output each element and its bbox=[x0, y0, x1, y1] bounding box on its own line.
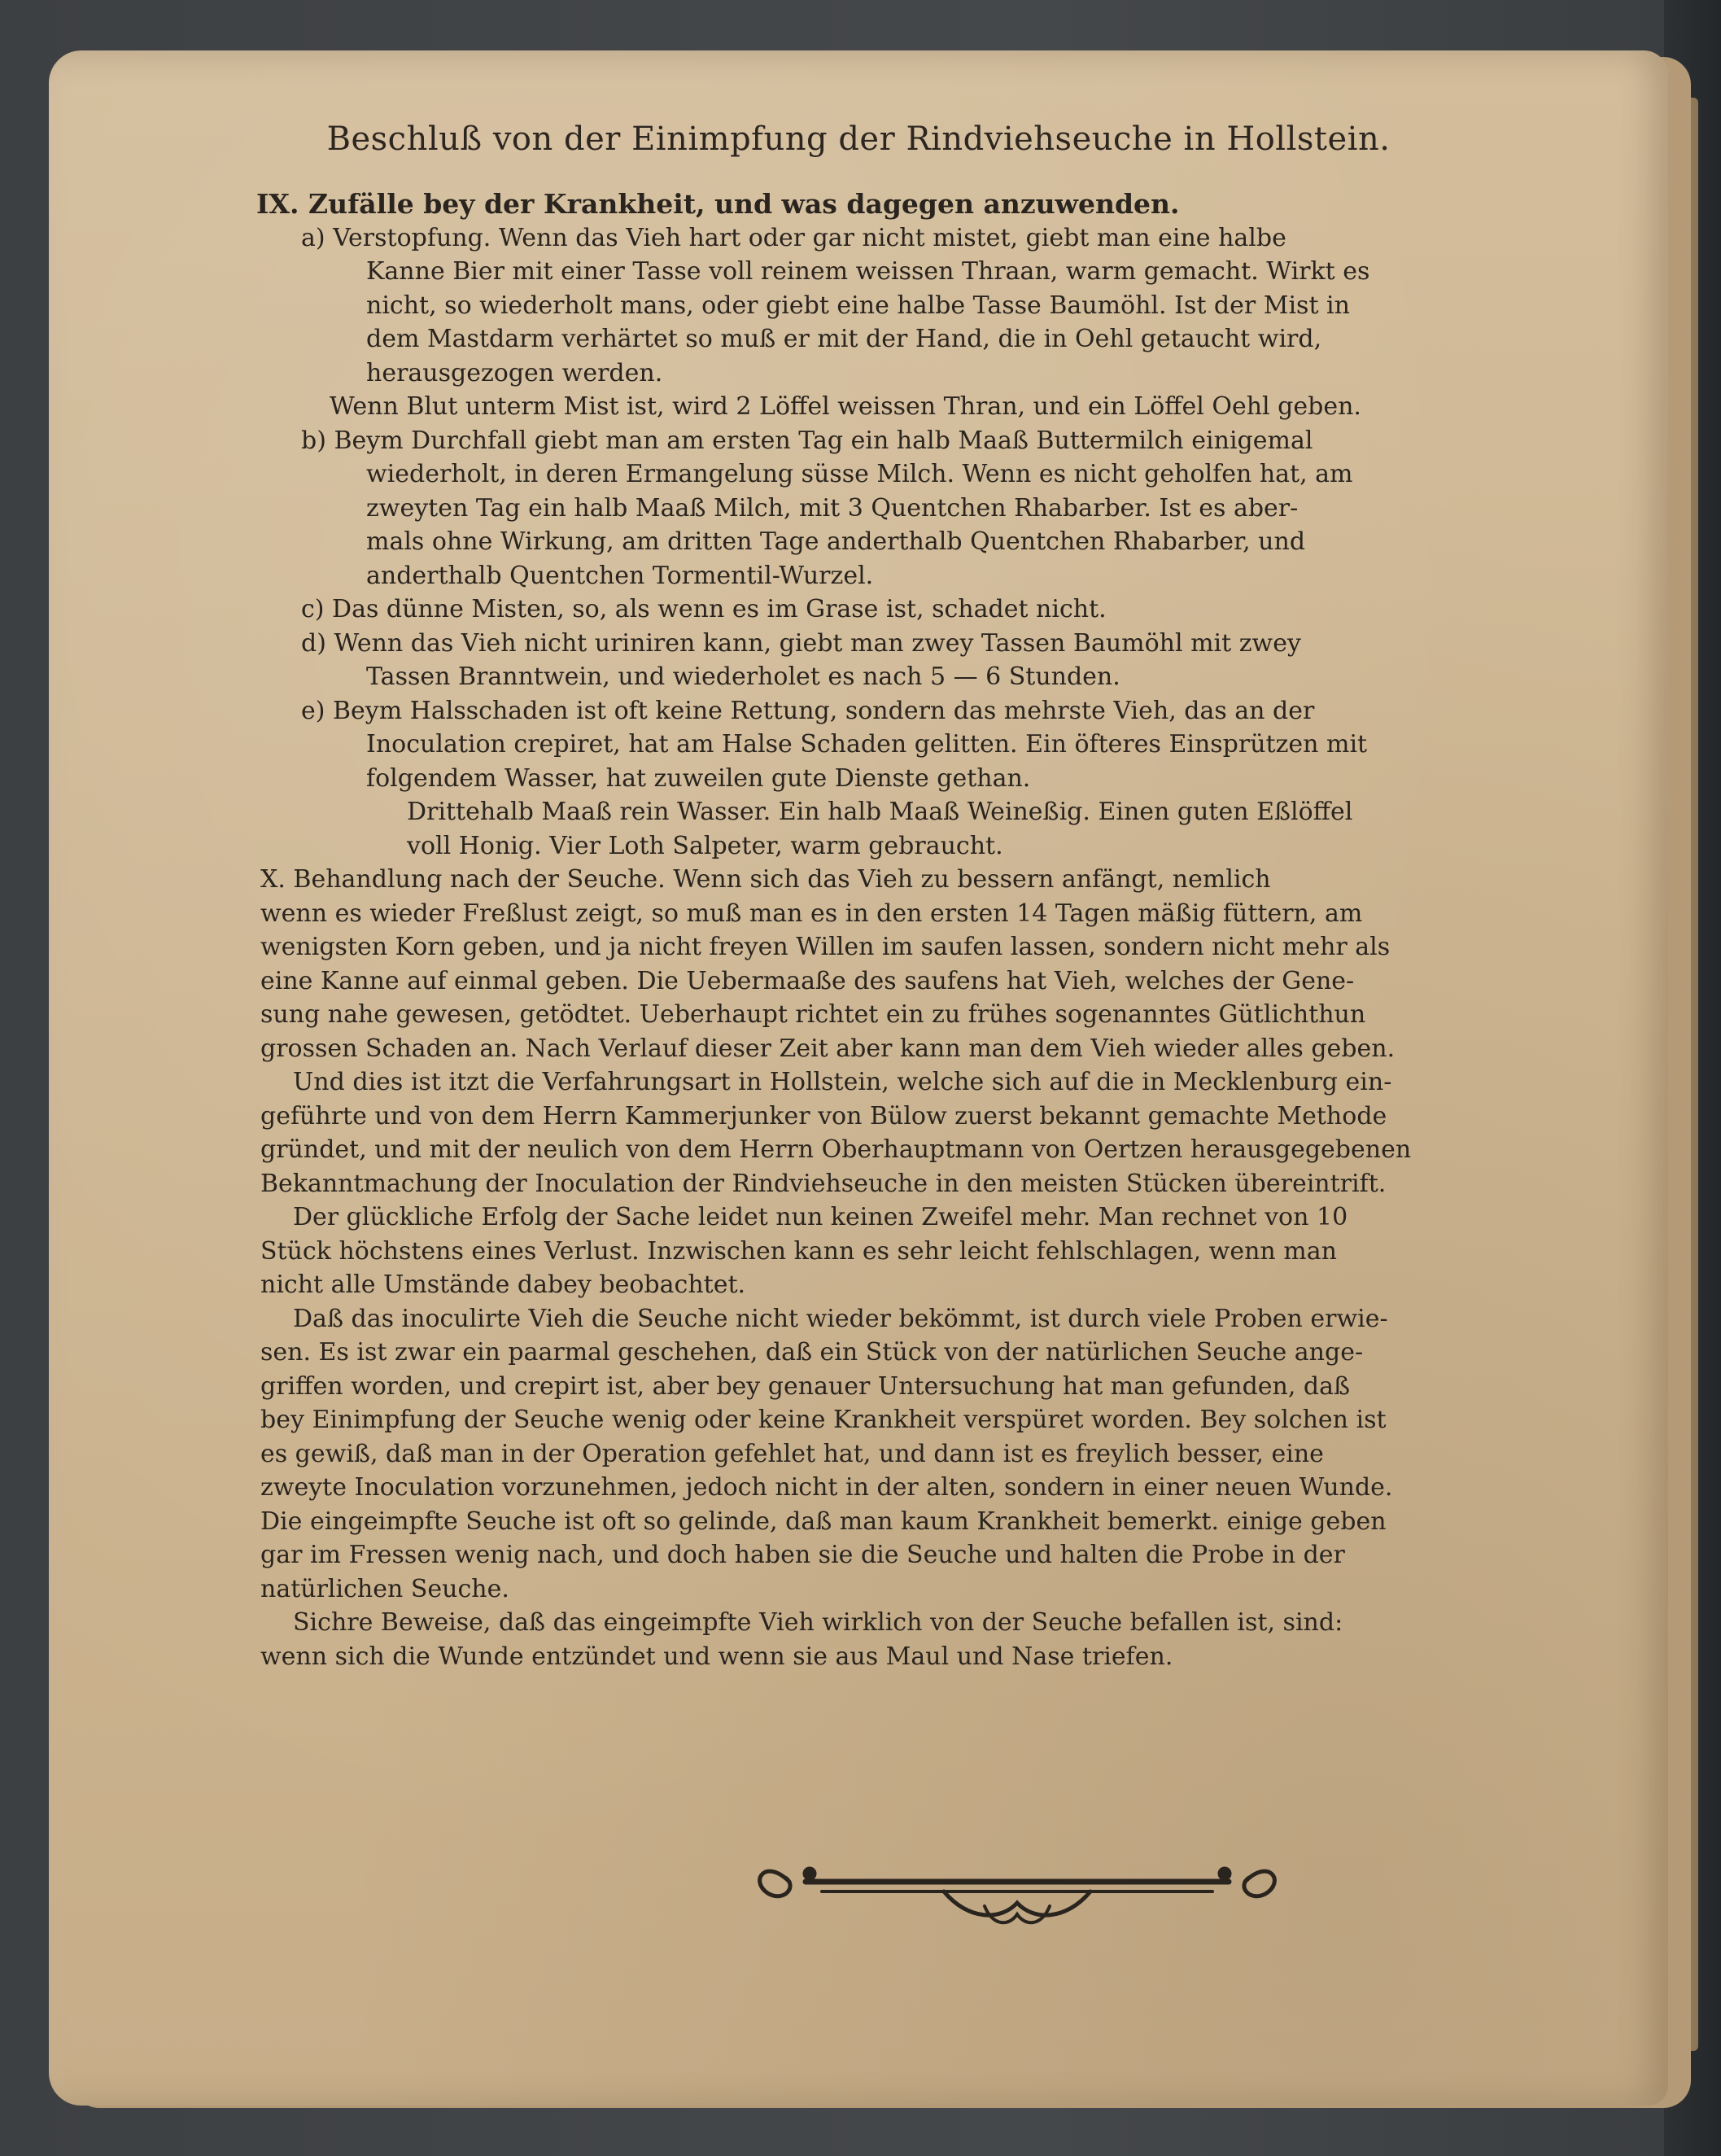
text-line: sung nahe gewesen, getödtet. Ueberhaupt richtet ein zu frühes sogenanntes Gütlichthun bbox=[260, 1000, 1366, 1029]
text-line: d) Wenn das Vieh nicht uriniren kann, giebt man zwey Tassen Baumöhl mit zwey bbox=[301, 628, 1301, 658]
running-head: Beschluß von der Einimpfung der Rindviehseuche in Hollstein. bbox=[326, 120, 1391, 158]
text-line: Tassen Branntwein, und wiederholet es nach 5 — 6 Stunden. bbox=[366, 663, 1120, 691]
text-line: wenn sich die Wunde entzündet und wenn sie aus Maul und Nase triefen. bbox=[260, 1642, 1173, 1671]
text-line: a) Verstopfung. Wenn das Vieh hart oder gar nicht mistet, giebt man eine halbe bbox=[301, 223, 1286, 252]
text-line: dem Mastdarm verhärtet so muß er mit der Hand, die in Oehl getaucht wird, bbox=[366, 325, 1322, 353]
section-heading-ix: IX. Zufälle bey der Krankheit, und was dagegen anzuwenden. bbox=[256, 188, 1180, 220]
text-line: Der glückliche Erfolg der Sache leidet nun keinen Zweifel mehr. Man rechnet von 10 bbox=[293, 1203, 1348, 1231]
text-line: herausgezogen werden. bbox=[366, 358, 663, 387]
text-line: Drittehalb Maaß rein Wasser. Ein halb Maaß Weineßig. Einen guten Eßlöffel bbox=[407, 798, 1353, 826]
text-line: zweyte Inoculation vorzunehmen, jedoch nicht in der alten, sondern in einer neuen Wunde. bbox=[260, 1473, 1393, 1502]
text-line: wiederholt, in deren Ermangelung süsse Milch. Wenn es nicht geholfen hat, am bbox=[366, 460, 1353, 488]
text-line: Die eingeimpfte Seuche ist oft so gelinde, daß man kaum Krankheit bemerkt. einige geben bbox=[260, 1507, 1387, 1536]
text-line: gründet, und mit der neulich von dem Herrn Oberhauptmann von Oertzen herausgegebenen bbox=[260, 1135, 1412, 1164]
text-line: wenn es wieder Freßlust zeigt, so muß man es in den ersten 14 Tagen mäßig füttern, am bbox=[260, 899, 1363, 928]
text-line: bey Einimpfung der Seuche wenig oder keine Krankheit verspüret worden. Bey solchen ist bbox=[260, 1406, 1387, 1434]
text-line: Inoculation crepiret, hat am Halse Schaden gelitten. Ein öfteres Einsprützen mit bbox=[366, 730, 1368, 759]
text-line: Kanne Bier mit einer Tasse voll reinem weissen Thraan, warm gemacht. Wirkt es bbox=[366, 257, 1370, 286]
section-heading-x: X. Behandlung nach der Seuche. Wenn sich das Vieh zu bessern anfängt, nemlich bbox=[260, 865, 1271, 894]
text-line: es gewiß, daß man in der Operation gefehlet hat, und dann ist es freylich besser, eine bbox=[260, 1439, 1324, 1468]
text-line: wenigsten Korn geben, und ja nicht freyen Willen im saufen lassen, sondern nicht mehr als bbox=[260, 933, 1391, 961]
text-line: e) Beym Halsschaden ist oft keine Rettung, sondern das mehrste Vieh, das an der bbox=[301, 696, 1315, 725]
text-line: Wenn Blut unterm Mist ist, wird 2 Löffel weissen Thran, und ein Löffel Oehl geben. bbox=[330, 392, 1361, 421]
text-line: Stück höchstens eines Verlust. Inzwischen kann es sehr leicht fehlschlagen, wenn man bbox=[260, 1236, 1337, 1266]
text-line: grossen Schaden an. Nach Verlauf dieser Zeit aber kann man dem Vieh wieder alles geben. bbox=[260, 1034, 1396, 1063]
text-line: Bekanntmachung der Inoculation der Rindviehseuche in den meisten Stücken übereintrift. bbox=[260, 1169, 1387, 1198]
text-line: geführte und von dem Herrn Kammerjunker von Bülow zuerst bekannt gemachte Methode bbox=[260, 1101, 1387, 1130]
page-text bbox=[256, 187, 1587, 1673]
text-line: griffen worden, und crepirt ist, aber bey genauer Untersuchung hat man gefunden, daß bbox=[260, 1371, 1351, 1401]
text-line: mals ohne Wirkung, am dritten Tage anderthalb Quentchen Rhabarber, und bbox=[366, 527, 1306, 556]
text-line: folgendem Wasser, hat zuweilen gute Dienste gethan. bbox=[366, 763, 1031, 793]
text-line: Daß das inoculirte Vieh die Seuche nicht wieder bekömmt, ist durch viele Proben erwie- bbox=[293, 1304, 1388, 1333]
scroll-vine-ornament-icon bbox=[740, 1825, 1294, 1939]
text-line: natürlichen Seuche. bbox=[260, 1574, 509, 1603]
book-page bbox=[49, 50, 1668, 2106]
text-line: nicht alle Umstände dabey beobachtet. bbox=[260, 1270, 746, 1299]
text-line: gar im Fressen wenig nach, und doch haben sie die Seuche und halten die Probe in der bbox=[260, 1541, 1345, 1569]
text-line: voll Honig. Vier Loth Salpeter, warm gebraucht. bbox=[407, 831, 1003, 860]
text-line: sen. Es ist zwar ein paarmal geschehen, daß ein Stück von der natürlichen Seuche ange- bbox=[260, 1338, 1364, 1367]
text-line: Sichre Beweise, daß das eingeimpfte Vieh wirklich von der Seuche befallen ist, sind: bbox=[293, 1608, 1343, 1637]
text-line: Und dies ist itzt die Verfahrungsart in Hollstein, welche sich auf die in Mecklenburg ein- bbox=[293, 1068, 1392, 1096]
text-line: b) Beym Durchfall giebt man am ersten Tag ein halb Maaß Buttermilch einigemal bbox=[301, 426, 1313, 455]
text-line: c) Das dünne Misten, so, als wenn es im Grase ist, schadet nicht. bbox=[301, 595, 1107, 623]
text-line: eine Kanne auf einmal geben. Die Uebermaaße des saufens hat Vieh, welches der Gene- bbox=[260, 966, 1355, 995]
text-line: zweyten Tag ein halb Maaß Milch, mit 3 Quentchen Rhabarber. Ist es aber- bbox=[366, 493, 1299, 523]
text-line: nicht, so wiederholt mans, oder giebt eine halbe Tasse Baumöhl. Ist der Mist in bbox=[366, 291, 1350, 320]
text-line: anderthalb Quentchen Tormentil-Wurzel. bbox=[366, 561, 874, 590]
